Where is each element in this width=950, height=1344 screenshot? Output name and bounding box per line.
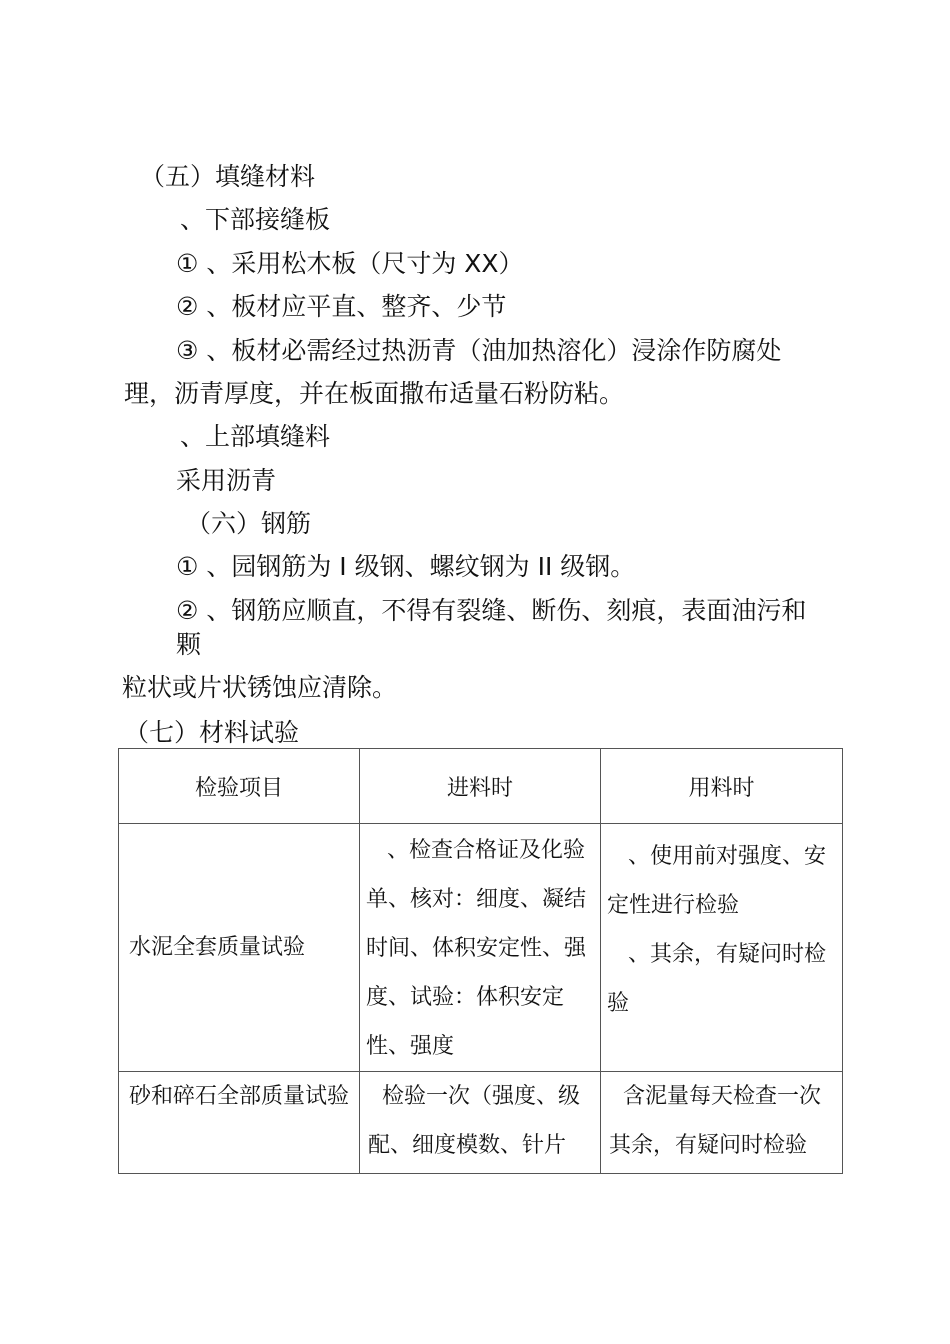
- table-header-row: [119, 749, 843, 824]
- list-item: ③ 、板材必需经过热沥青（油加热溶化）浸涂作防腐处: [176, 336, 782, 365]
- table-cell: [360, 1072, 601, 1174]
- table-cell: [119, 1072, 360, 1174]
- paragraph-continuation: 粒状或片状锈蚀应清除。: [122, 673, 398, 702]
- table-row: [119, 1072, 843, 1174]
- table-header-cell: 进料时: [360, 749, 601, 824]
- list-item: ② 、钢筋应顺直，不得有裂缝、断伤、刻痕，表面油污和: [176, 596, 807, 625]
- subheading-upper-filler: 、上部填缝料: [180, 422, 331, 451]
- cell-text: 、检查合格证及化验单、核对：细度、凝结时间、体积安定性、强度、试验：体积安定性、强度: [366, 838, 587, 1059]
- cell-text: 、使用前对强度、安定性进行检验 、其余，有疑问时检验: [607, 844, 826, 1016]
- list-item-wrap: 颗: [176, 630, 202, 659]
- table-header-cell: 检验项目: [119, 749, 360, 824]
- table-cell: [360, 824, 601, 1072]
- section-7-heading: （七）材料试验: [124, 718, 300, 747]
- table-cell: [119, 824, 360, 1072]
- list-item: ① 、园钢筋为 I 级钢、螺纹钢为 II 级钢。: [176, 552, 636, 581]
- cell-text: 水泥全套质量试验: [129, 935, 306, 960]
- list-item: ② 、板材应平直、整齐、少节: [176, 292, 507, 321]
- table-row: [119, 824, 843, 1072]
- section-5-heading: （五）填缝材料: [140, 162, 316, 191]
- table-cell: [601, 824, 843, 1072]
- subheading-lower-joint-board: 、下部接缝板: [180, 205, 331, 234]
- list-item: ① 、采用松木板（尺寸为 XX）: [176, 249, 524, 278]
- paragraph: 采用沥青: [176, 466, 277, 495]
- table-cell: [601, 1072, 843, 1174]
- material-test-table: [118, 748, 843, 1174]
- section-6-heading: （六）钢筋: [186, 509, 312, 538]
- cell-text: 含泥量每天检查一次其余，有疑问时检验: [609, 1084, 822, 1158]
- paragraph-continuation: 理，沥青厚度，并在板面撒布适量石粉防粘。: [124, 379, 625, 408]
- cell-text: 砂和碎石全部质量试验: [129, 1084, 350, 1109]
- table-header-cell: 用料时: [601, 749, 843, 824]
- cell-text: 检验一次（强度、级配、细度模数、针片: [368, 1084, 581, 1158]
